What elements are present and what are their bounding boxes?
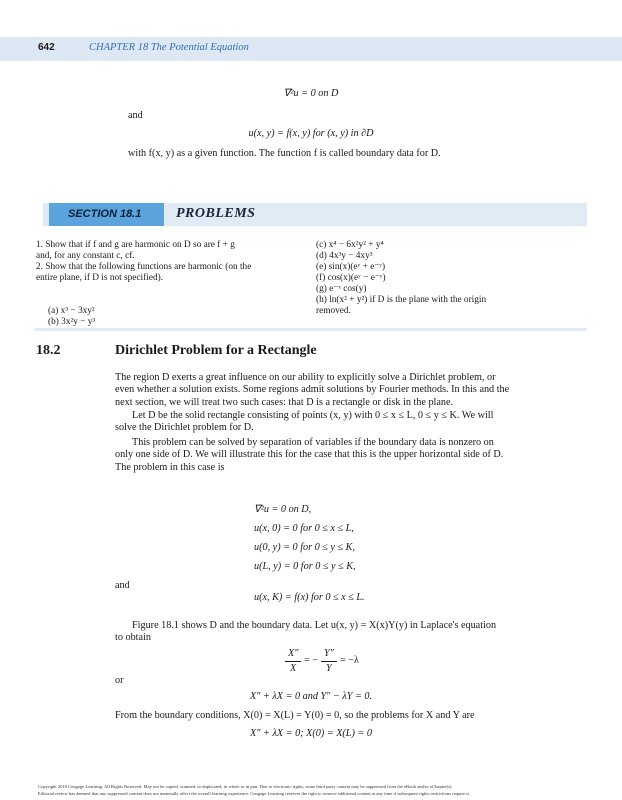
problem-part: (d) 4x³y − 4xy³ bbox=[316, 251, 373, 261]
problem-part: (c) x⁴ − 6x²y² + y⁴ bbox=[316, 240, 384, 250]
fraction-equals: = − bbox=[304, 655, 319, 666]
copyright-line: Editorial review has deemed that any suppressed content does not materially affect the overall learning experience. Cengage Learning reserves the right to remove additional content at any time if subsequent rights restrictions require it. bbox=[38, 791, 470, 796]
chapter-title: CHAPTER 18 The Potential Equation bbox=[89, 42, 249, 53]
x-problem-equation: X″ + λX = 0; X(0) = X(L) = 0 bbox=[250, 728, 372, 739]
problem-part: (g) e⁻ˣ cos(y) bbox=[316, 284, 367, 294]
problem-line: entire plane, if D is not specified). bbox=[36, 273, 164, 283]
problem-part: (b) 3x²y − y³ bbox=[48, 317, 96, 327]
problem-part: removed. bbox=[316, 306, 351, 316]
fraction-denominator: Y bbox=[326, 663, 332, 674]
fraction-bar bbox=[321, 661, 337, 662]
fraction-numerator: Y″ bbox=[324, 648, 334, 659]
equation-boundary: u(x, y) = f(x, y) for (x, y) in ∂D bbox=[248, 128, 374, 139]
problem-part: (f) cos(x)(eʸ − e⁻ʸ) bbox=[316, 273, 386, 283]
section-title: PROBLEMS bbox=[176, 206, 256, 221]
section-number: 18.2 bbox=[36, 343, 61, 358]
system-equation: u(L, y) = 0 for 0 ≤ y ≤ K, bbox=[254, 561, 356, 572]
system-equation: u(x, 0) = 0 for 0 ≤ x ≤ L, bbox=[254, 523, 354, 534]
section-heading: Dirichlet Problem for a Rectangle bbox=[115, 343, 317, 358]
problem-line: and, for any constant c, cf. bbox=[36, 251, 135, 261]
paragraph: Figure 18.1 shows D and the boundary data. Let u(x, y) = X(x)Y(y) in Laplace's equation to obtain bbox=[115, 620, 497, 644]
system-equation: u(x, K) = f(x) for 0 ≤ x ≤ L. bbox=[254, 592, 365, 603]
problem-line: 1. Show that if f and g are harmonic on D so are f + g bbox=[36, 240, 235, 250]
system-equation: u(0, y) = 0 for 0 ≤ y ≤ K, bbox=[254, 542, 355, 553]
problem-part: (h) ln(x² + y²) if D is the plane with the origin bbox=[316, 295, 487, 305]
boundary-data-sentence: with f(x, y) as a given function. The function f is called boundary data for D. bbox=[128, 148, 441, 159]
fraction-numerator: X″ bbox=[288, 648, 299, 659]
system-equation: ∇²u = 0 on D, bbox=[254, 504, 312, 515]
paragraph: From the boundary conditions, X(0) = X(L) = Y(0) = 0, so the problems for X and Y are bbox=[115, 710, 475, 721]
paragraph: This problem can be solved by separation of variables if the boundary data is nonzero on only one side of D. We will illustrate this for the case that this is the upper horizontal side of D. The problem in this case is bbox=[115, 437, 504, 473]
fraction-denominator: X bbox=[290, 663, 297, 674]
fraction-bar bbox=[285, 661, 301, 662]
problem-part: (e) sin(x)(eʸ + e⁻ʸ) bbox=[316, 262, 386, 272]
fraction-rhs: = −λ bbox=[340, 655, 359, 666]
or-text: or bbox=[115, 675, 124, 686]
and-text: and bbox=[115, 580, 130, 591]
section-label: SECTION 18.1 bbox=[68, 208, 142, 220]
equation-laplace: ∇²u = 0 on D bbox=[283, 88, 339, 99]
and-text: and bbox=[128, 110, 143, 121]
page-number: 642 bbox=[38, 42, 55, 53]
separated-equations: X″ + λX = 0 and Y″ − λY = 0. bbox=[249, 691, 373, 702]
paragraph: Let D be the solid rectangle consisting of points (x, y) with 0 ≤ x ≤ L, 0 ≤ y ≤ K. We will solve the Dirichlet problem for D. bbox=[115, 410, 494, 434]
problem-part: (a) x³ − 3xy² bbox=[48, 306, 95, 316]
section-divider bbox=[35, 328, 587, 331]
paragraph: The region D exerts a great influence on our ability to explicitly solve a Dirichlet problem, or even whether a solution exists. Some regions admit solutions by Fourier methods. In this and the next section, we will treat two such cases: that D is a rectangle or disk in the plane. bbox=[115, 372, 510, 408]
problem-line: 2. Show that the following functions are harmonic (on the bbox=[36, 262, 252, 272]
copyright-line: Copyright 2010 Cengage Learning. All Rights Reserved. May not be copied, scanned, or duplicated, in whole or in part. Due to electronic rights, some third party content may be suppressed from the eBook and/or eChapter(s). bbox=[38, 784, 453, 789]
